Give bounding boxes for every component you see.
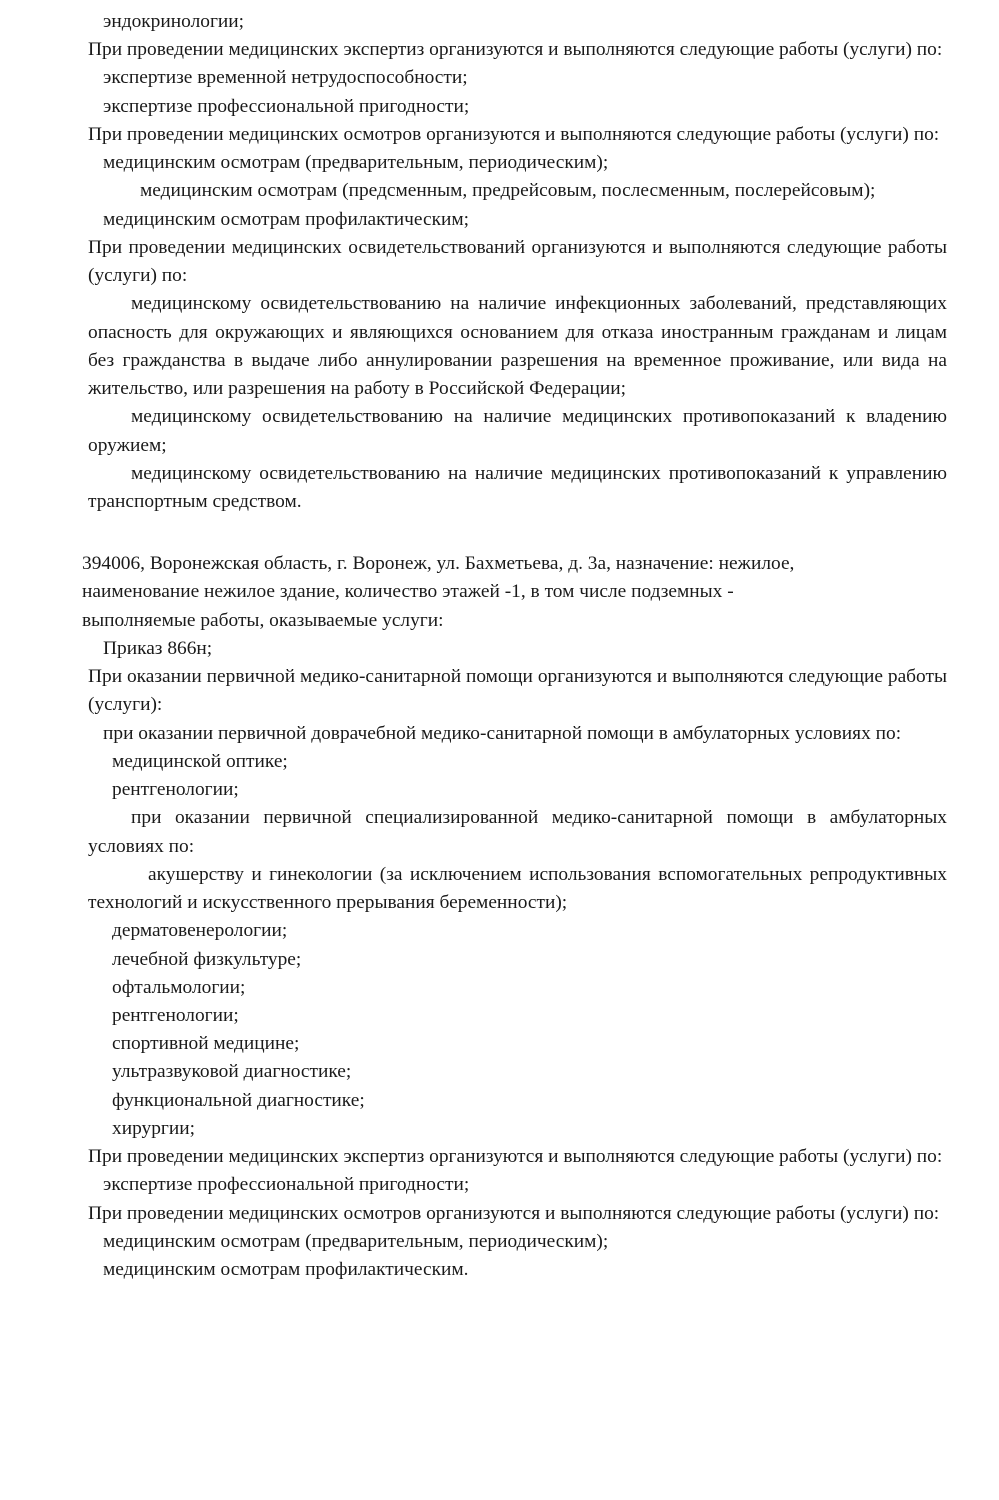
list-item: медицинским осмотрам профилактическим. [103,1259,469,1281]
list-item: спортивной медицине; [112,1033,300,1055]
list-item: лечебной физкультуре; [112,948,302,970]
list-item: медицинским осмотрам (предсменным, предрейсовым, послесменным, послерейсовым); [140,180,876,202]
list-item: медицинским осмотрам профилактическим; [103,208,470,230]
list-item: экспертизе временной нетрудоспособности; [103,67,468,89]
list-item: экспертизе профессиональной пригодности; [103,1174,470,1196]
paragraph-medical-expertise-intro-2: При проведении медицинских экспертиз организуются и выполняются следующие работы (услуги) по: [88,1146,943,1168]
list-item: рентгенологии; [112,1004,239,1026]
list-item: функциональной диагностике; [112,1089,365,1111]
list-item: медицинскому освидетельствованию на наличие медицинских противопоказаний к управлению транспортным средством. [88,462,947,512]
address-line-1: 394006, Воронежская область, г. Воронеж, ул. Бахметьева, д. 3а, назначение: нежилое, [82,553,795,575]
document-body [82,8,947,1284]
list-item: акушерству и гинекологии (за исключением использования вспомогательных репродуктивных технологий и искусственного прерывания беременности); [88,863,947,914]
list-item: медицинскому освидетельствованию на наличие медицинских противопоказаний к владению оружием; [88,406,947,456]
list-item: рентгенологии; [112,779,239,801]
address-line-3: выполняемые работы, оказываемые услуги: [82,609,444,631]
paragraph-medical-expertise-intro: При проведении медицинских экспертиз организуются и выполняются следующие работы (услуги) по: [88,39,943,61]
list-item: хирургии; [112,1117,195,1139]
section-licensed-activities-continued [88,8,947,516]
paragraph-medical-examinations-intro-2: При проведении медицинских осмотров организуются и выполняются следующие работы (услуги) по: [88,1202,940,1224]
address-line-2: наименование нежилое здание, количество этажей -1, в том числе подземных - [82,581,734,603]
order-reference: Приказ 866н; [103,637,213,659]
list-item: медицинским осмотрам (предварительным, периодическим); [103,1230,609,1252]
paragraph-medical-attestation-intro: При проведении медицинских освидетельствований организуются и выполняются следующие работы (услуги) по: [88,236,947,287]
list-item: офтальмологии; [112,976,246,998]
list-item: экспертизе профессиональной пригодности; [103,95,470,117]
list-item: медицинской оптике; [112,750,288,772]
list-item: медицинскому освидетельствованию на наличие инфекционных заболеваний, представляющих опасность для окружающих и являющихся основанием для отказа иностранным гражданам и лицам без гражданства в выдаче либо аннулировании разрешения на временное проживание, или вида на жительство, или разрешения на работу в Российской Федерации; [88,293,947,400]
paragraph-primary-care-intro: При оказании первичной медико-санитарной помощи организуются и выполняются следующие работы (услуги): [88,666,947,716]
section-address-voronezh [82,550,947,635]
list-item: при оказании первичной доврачебной медико-санитарной помощи в амбулаторных условиях по: [103,722,902,744]
section-divider-space [88,516,947,550]
list-item: дерматовенерологии; [112,920,288,942]
list-item: при оказании первичной специализированной медико-санитарной помощи в амбулаторных условиях по: [88,807,947,857]
list-item: медицинским осмотрам (предварительным, периодическим); [103,152,609,174]
paragraph-medical-examinations-intro: При проведении медицинских осмотров организуются и выполняются следующие работы (услуги) по: [88,123,940,145]
list-item: эндокринологии; [103,11,245,32]
section-services-voronezh [88,635,947,1284]
list-item: ультразвуковой диагностике; [112,1061,352,1083]
